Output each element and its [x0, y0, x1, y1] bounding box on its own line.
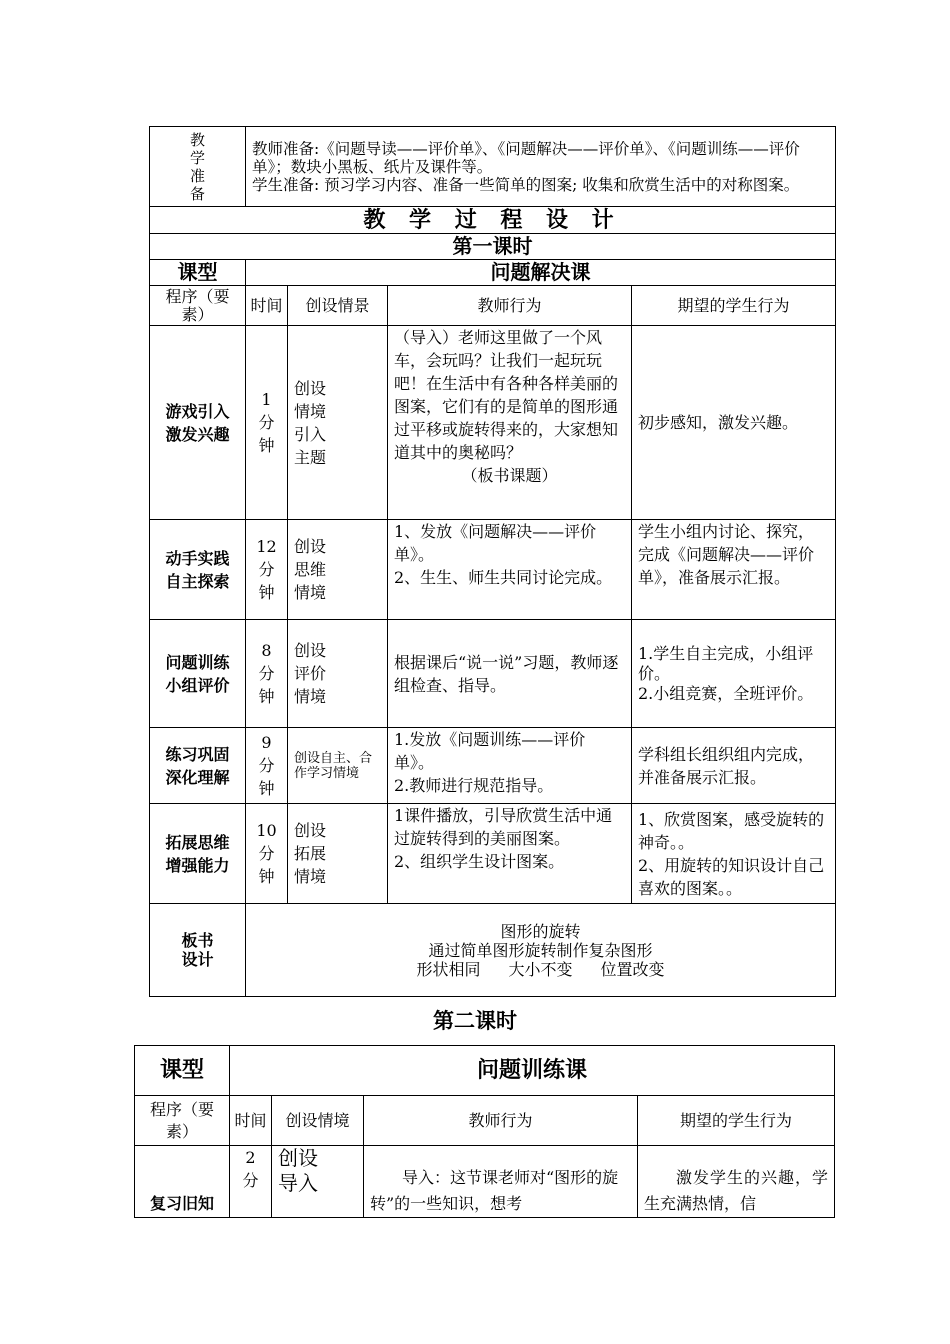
header-teacher: 教师行为 [364, 1096, 638, 1146]
table-row [150, 520, 836, 620]
teacher-text-extra: （板书课题） [461, 466, 558, 485]
time-line: 钟 [258, 867, 275, 886]
header-teacher: 教师行为 [388, 286, 632, 326]
student-cell: 激发学生的兴趣，学生充满热情，信 [638, 1146, 835, 1218]
board-items [252, 960, 829, 979]
board-content [246, 904, 836, 997]
stage-line: 小组评价 [165, 675, 230, 695]
lesson1-type-label: 课型 [150, 260, 246, 286]
time-line: 10 [256, 821, 277, 840]
scene-line: 思维 [294, 560, 327, 579]
scene-cell [288, 620, 388, 728]
student-cell [632, 620, 836, 728]
header-stage: 程序（要素） [150, 286, 246, 326]
scene-cell [272, 1146, 364, 1218]
prep-label-char: 学 [189, 148, 205, 167]
scene-line: 情境 [294, 687, 327, 706]
stage-cell [150, 804, 246, 904]
time-cell [246, 728, 288, 804]
board-label-line: 设计 [181, 950, 214, 969]
board-item: 形状相同 [416, 959, 481, 979]
time-line: 分 [258, 756, 275, 775]
prep-label-char: 备 [189, 184, 205, 203]
lesson-plan-table-1 [149, 126, 836, 997]
scene-line: 创设 [294, 378, 327, 398]
header-scene: 创设情境 [272, 1096, 364, 1146]
teacher-cell [388, 728, 632, 804]
stage-line: 深化理解 [165, 767, 230, 787]
time-line: 分 [258, 560, 275, 579]
time-cell [230, 1146, 272, 1218]
teacher-prep: 教师准备:《问题导读——评价单》、《问题解决——评价单》、《问题训练——评价单》；数块小黑板、纸片及课件等。 [252, 139, 800, 176]
header-scene: 创设情景 [288, 286, 388, 326]
scene-line: 创设 [294, 641, 327, 660]
header-student: 期望的学生行为 [638, 1096, 835, 1146]
prep-label-char: 教 [189, 130, 205, 149]
teacher-text: 1.发放《问题训练——评价单》。 [394, 730, 586, 772]
scene-line: 评价 [294, 664, 327, 683]
board-item: 位置改变 [600, 959, 665, 979]
student-text-extra: 2.小组竞赛，全班评价。 [638, 683, 814, 703]
lesson-plan-table-2 [134, 1045, 835, 1218]
teacher-text-extra: 2、组织学生设计图案。 [394, 852, 565, 871]
scene-line: 主题 [294, 447, 327, 467]
teacher-text-extra: 2、生生、师生共同讨论完成。 [394, 568, 613, 587]
lesson2-header-row [135, 1096, 835, 1146]
prep-row [150, 127, 836, 207]
scene-line: 创设 [294, 537, 327, 556]
stage-cell [150, 728, 246, 804]
time-line: 钟 [258, 779, 275, 798]
table-row [150, 620, 836, 728]
time-cell [246, 326, 288, 520]
stage-cell: 复习旧知 [135, 1146, 230, 1218]
scene-cell: 创设自主、合作学习情境 [288, 728, 388, 804]
teacher-cell [388, 804, 632, 904]
stage-line: 拓展思维 [165, 832, 230, 852]
teacher-cell [388, 520, 632, 620]
stage-line: 自主探索 [165, 571, 230, 591]
stage-cell [150, 620, 246, 728]
stage-line: 激发兴趣 [165, 424, 230, 444]
lesson1-header-row [150, 286, 836, 326]
student-cell: 学科组长组织组内完成，并准备展示汇报。 [632, 728, 836, 804]
scene-line: 情境 [294, 867, 327, 886]
board-label-line: 板书 [181, 931, 214, 950]
student-text-extra: 2、用旋转的知识设计自己喜欢的图案。。 [638, 855, 825, 898]
lesson2-title: 第二课时 [433, 1009, 517, 1033]
stage-line: 动手实践 [165, 548, 230, 568]
header-stage: 程序（要素） [135, 1096, 230, 1146]
time-line: 钟 [258, 436, 275, 455]
stage-line: 游戏引入 [165, 401, 230, 421]
time-cell [246, 620, 288, 728]
header-time: 时间 [246, 286, 288, 326]
table-row [150, 804, 836, 904]
stage-line: 问题训练 [165, 652, 230, 672]
table-row [135, 1146, 835, 1218]
board-label [150, 904, 246, 997]
scene-cell [288, 520, 388, 620]
time-line: 9 [261, 733, 272, 752]
scene-line: 情境 [294, 401, 327, 421]
teacher-text: （导入）老师这里做了一个风车，会玩吗？让我们一起玩玩吧！在生活中有各种各样美丽的图案，它们有的是简单的图形通过平移或旋转得来的，大家想知道其中的奥秘吗？ [394, 328, 619, 462]
student-cell [632, 804, 836, 904]
header-time: 时间 [230, 1096, 272, 1146]
student-text: 1、欣赏图案，感受旋转的神奇。。 [638, 809, 825, 852]
time-line: 分 [242, 1171, 259, 1190]
time-line: 分 [258, 664, 275, 683]
board-line: 图形的旋转 [500, 921, 581, 941]
board-row [150, 904, 836, 997]
time-line: 钟 [258, 687, 275, 706]
lesson2-type-label: 课型 [135, 1046, 230, 1096]
prep-label [150, 127, 246, 207]
time-line: 8 [261, 641, 272, 660]
student-cell: 初步感知，激发兴趣。 [632, 326, 836, 520]
stage-line: 增强能力 [165, 855, 230, 875]
lesson1-title: 第一课时 [150, 234, 836, 260]
scene-line: 创设 [278, 1146, 318, 1170]
prep-label-char: 准 [189, 166, 205, 185]
student-text: 1.学生自主完成，小组评价。 [638, 643, 814, 683]
prep-content [246, 127, 836, 207]
teacher-cell: 根据课后“说一说”习题，教师逐组检查、指导。 [388, 620, 632, 728]
scene-cell [288, 326, 388, 520]
table-row [150, 728, 836, 804]
scene-line: 拓展 [294, 844, 327, 863]
scene-line: 情境 [294, 583, 327, 602]
teacher-text: 1课件播放，引导欣赏生活中通过旋转得到的美丽图案。 [394, 806, 613, 848]
time-cell [246, 520, 288, 620]
scene-line: 创设 [294, 821, 327, 840]
lesson1-type-value: 问题解决课 [246, 260, 836, 286]
teacher-cell [388, 326, 632, 520]
process-title: 教 学 过 程 设 计 [150, 207, 836, 234]
stage-line: 练习巩固 [165, 744, 230, 764]
student-prep: 学生准备: 预习学习内容、准备一些简单的图案; 收集和欣赏生活中的对称图案。 [252, 175, 800, 194]
stage-cell [150, 326, 246, 520]
time-cell [246, 804, 288, 904]
student-cell: 学生小组内讨论、探究，完成《问题解决——评价单》，准备展示汇报。 [632, 520, 836, 620]
table-row [150, 326, 836, 520]
board-line: 通过简单图形旋转制作复杂图形 [428, 940, 653, 960]
teacher-cell: 导入：这节课老师对“图形的旋转”的一些知识，想考 [364, 1146, 638, 1218]
time-line: 1 [261, 390, 272, 409]
time-line: 12 [256, 537, 277, 556]
scene-line: 引入 [294, 424, 327, 444]
lesson2-type-value: 问题训练课 [230, 1046, 835, 1096]
teacher-text-extra: 2.教师进行规范指导。 [394, 776, 554, 795]
teacher-text: 1、发放《问题解决——评价单》。 [394, 522, 597, 564]
stage-cell [150, 520, 246, 620]
time-line: 分 [258, 844, 275, 863]
scene-cell [288, 804, 388, 904]
time-line: 钟 [258, 583, 275, 602]
scene-line: 导入 [278, 1171, 318, 1195]
header-student: 期望的学生行为 [632, 286, 836, 326]
time-line: 分 [258, 413, 275, 432]
board-item: 大小不变 [508, 959, 573, 979]
time-line: 2 [245, 1148, 256, 1167]
